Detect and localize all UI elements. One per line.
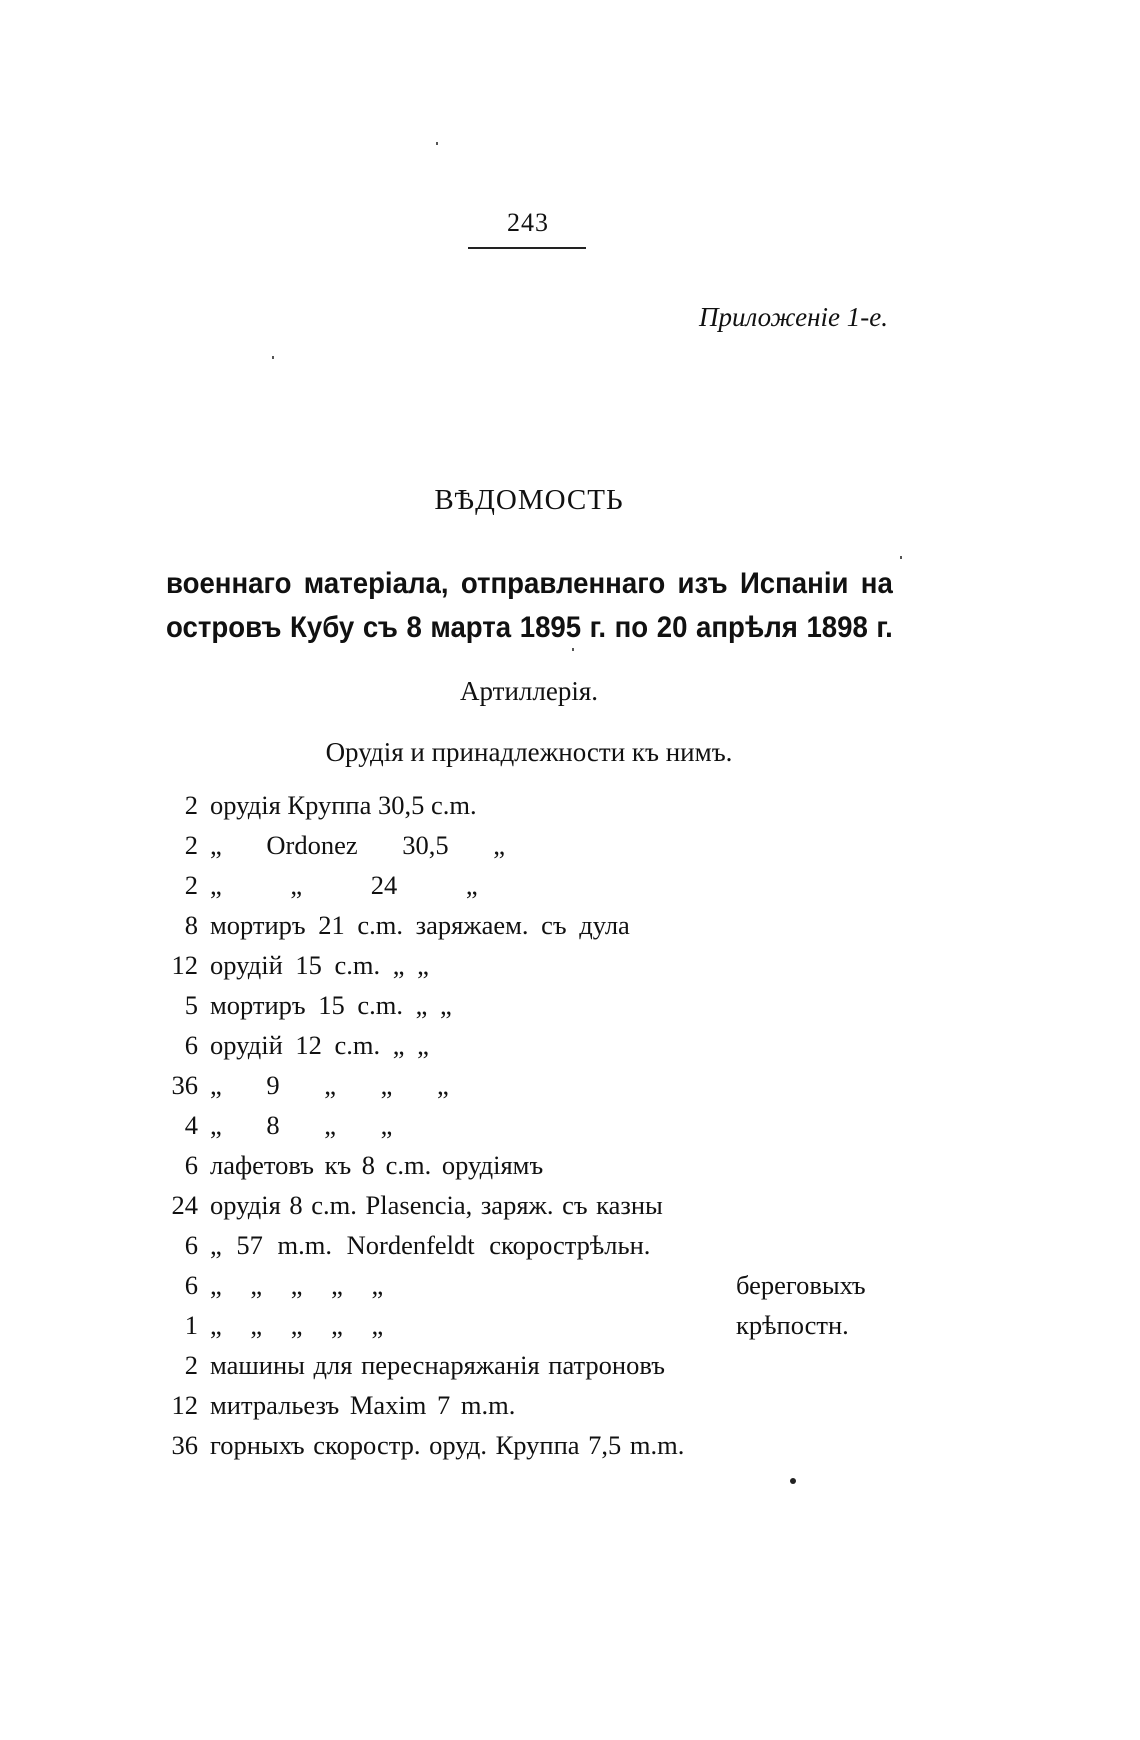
item-quantity: 12 [171,1390,198,1420]
item-quantity: 36 [171,1430,198,1460]
item-note: береговыхъ [736,1270,866,1300]
list-item [150,986,910,1026]
list-item [150,1106,910,1146]
item-description: машины для переснаряжанія патроновъ [210,1350,665,1380]
appendix-label: Приложеніе 1-е. [698,302,888,332]
item-description: „ „ 24 „ [210,870,478,900]
paper-speck [900,556,902,559]
item-description: орудія Круппа 30,5 c.m. [210,790,477,820]
subsection-title: Орудія и принадлежности къ нимъ. [325,737,733,767]
item-description: мортиръ 15 c.m. „ „ [210,990,452,1020]
item-quantity: 8 [184,910,198,940]
item-description: „ Ordonez 30,5 „ [210,830,506,860]
item-quantity: 36 [171,1070,198,1100]
item-quantity: 1 [184,1310,198,1340]
list-item [150,1066,910,1106]
item-quantity: 4 [184,1110,198,1140]
item-description: орудія 8 c.m. Plasencia, заряж. съ казны [210,1190,663,1220]
list-item [150,1266,910,1306]
list-item [150,1306,910,1346]
paper-speck [272,356,274,359]
list-item [150,1346,910,1386]
item-description: митральезъ Maxim 7 m.m. [210,1390,516,1420]
item-description: „ 8 „ „ [210,1110,393,1140]
item-description: лафетовъ къ 8 c.m. орудіямъ [210,1150,544,1180]
items-list [150,786,910,1466]
item-quantity: 6 [184,1270,198,1300]
paper-speck [436,142,438,145]
page-number-rule [468,247,586,249]
list-item [150,946,910,986]
item-description: мортиръ 21 c.m. заряжаем. съ дула [210,910,630,940]
list-item [150,1386,910,1426]
item-description: „ 9 „ „ „ [210,1070,449,1100]
item-description: „ „ „ „ „ [210,1270,384,1300]
list-item [150,1226,910,1266]
item-quantity: 2 [184,1350,198,1380]
item-quantity: 12 [171,950,198,980]
item-description: орудій 15 c.m. „ „ [210,950,429,980]
item-description: горныхъ скоростр. оруд. Круппа 7,5 m.m. [210,1430,685,1460]
item-description: „ „ „ „ „ [210,1310,384,1340]
list-item [150,786,910,826]
subtitle-line-1: военнаго матеріала, отправленнаго изъ Испаніи на [166,567,893,600]
paper-speck [572,648,574,651]
item-quantity: 2 [184,830,198,860]
subtitle-line-2: островъ Кубу съ 8 марта 1895 г. по 20 апрѣля 1898 г. [166,611,893,644]
list-item [150,906,910,946]
item-quantity: 6 [184,1150,198,1180]
section-title: Артиллерія. [460,676,598,706]
list-item [150,826,910,866]
list-item [150,1426,910,1466]
list-item [150,866,910,906]
item-description: орудій 12 c.m. „ „ [210,1030,429,1060]
item-quantity: 2 [184,870,198,900]
list-item [150,1026,910,1066]
item-quantity: 6 [184,1230,198,1260]
item-quantity: 6 [184,1030,198,1060]
item-quantity: 2 [184,790,198,820]
document-title: ВѢДОМОСТЬ [434,484,624,516]
item-quantity: 5 [184,990,198,1020]
page-number: 243 [507,208,549,237]
item-quantity: 24 [171,1190,198,1220]
item-description: „ 57 m.m. Nordenfeldt скорострѣльн. [210,1230,651,1260]
list-item [150,1146,910,1186]
list-item [150,1186,910,1226]
document-subtitle [166,562,893,650]
item-note: крѣпостн. [736,1310,849,1340]
ink-blot [790,1478,796,1484]
